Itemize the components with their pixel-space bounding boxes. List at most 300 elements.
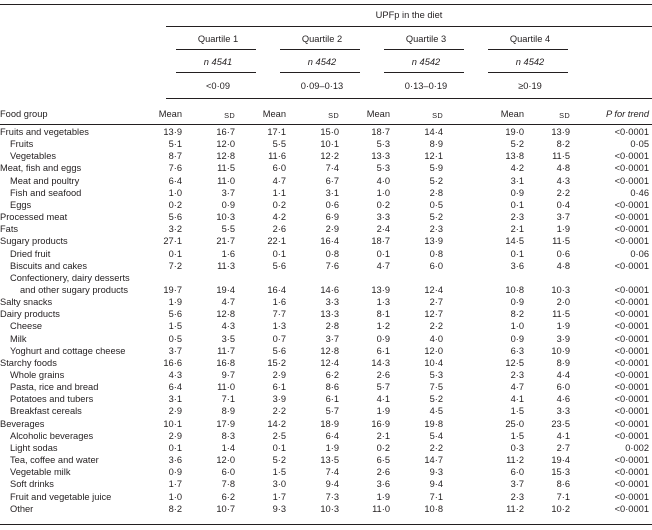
q3-sd-cell: 14·7: [424, 455, 443, 466]
q2-sd-cell: 13·3: [320, 309, 339, 320]
p-trend-cell: <0·0001: [614, 151, 649, 162]
q4-mean-cell: 3·6: [510, 260, 524, 271]
q4-sd-cell: 2·0: [556, 297, 570, 308]
q3-sd-cell: 12·0: [424, 345, 443, 356]
q2-mean-cell: 4·7: [272, 175, 286, 186]
q4-mean-cell: 12·5: [505, 357, 524, 368]
q3-sd-header: SD: [432, 111, 443, 120]
q2-sd-cell: 3·7: [325, 333, 339, 344]
p-trend-cell: <0·0001: [614, 260, 649, 271]
q4-sd-cell: 3·3: [556, 406, 570, 417]
q3-sd-cell: 7·5: [429, 382, 443, 393]
q4-mean-cell: 4·7: [510, 382, 524, 393]
q2-sd-cell: 6·2: [325, 370, 339, 380]
q2-sd-cell: 7·4: [325, 467, 339, 478]
table-row: [0, 224, 652, 236]
q4-sd-cell: 8·9: [556, 357, 570, 368]
row-label: Fruits: [10, 139, 34, 150]
q1-sd-cell: 11·5: [217, 163, 235, 174]
quartile-3-n: n 4542: [411, 57, 441, 67]
q3-sd-cell: 5·2: [429, 175, 443, 186]
q2-mean-cell: 0·1: [272, 248, 286, 259]
q1-mean-cell: 5·6: [168, 212, 182, 223]
q2-sd-cell: 6·9: [325, 212, 339, 223]
q4-mean-cell: 1·5: [510, 430, 524, 441]
q2-mean-cell: 4·2: [272, 212, 286, 223]
quartile-1-rule: [176, 49, 256, 50]
table-row: [0, 394, 652, 406]
table-row: [0, 334, 652, 346]
q2-mean-cell: 5·6: [272, 260, 286, 271]
p-trend-cell: <0·0001: [614, 297, 649, 308]
table-row: [0, 139, 652, 151]
q4-sd-cell: 0·4: [556, 199, 570, 210]
row-label: Meat and poultry: [10, 175, 80, 186]
q2-mean-cell: 1·1: [272, 187, 286, 198]
table-row: [0, 443, 652, 455]
quartile-4-n-rule: [488, 72, 568, 73]
q1-sd-cell: 12·8: [216, 151, 235, 162]
q3-mean-cell: 1·9: [376, 491, 390, 502]
q2-sd-cell: 12·8: [320, 345, 339, 356]
q2-sd-cell: 2·9: [325, 224, 339, 235]
q4-sd-cell: 1·9: [556, 224, 570, 235]
q2-sd-cell: 15·0: [320, 127, 339, 137]
q1-mean-cell: 7·6: [168, 163, 182, 174]
q4-sd-cell: 4·6: [556, 394, 570, 405]
q3-mean-cell: 1·3: [376, 297, 390, 308]
q1-sd-cell: 1·6: [221, 248, 235, 259]
q3-mean-cell: 5·3: [376, 163, 390, 174]
row-label: Fruits and vegetables: [0, 127, 89, 137]
quartile-4-n: n 4542: [515, 57, 545, 67]
q2-mean-cell: 11·6: [268, 151, 286, 162]
table-row: [0, 272, 652, 295]
table-row: [0, 236, 652, 248]
row-label: Starchy foods: [0, 357, 57, 368]
top-rule: [0, 4, 652, 5]
q4-mean-cell: 2·3: [510, 491, 524, 502]
q2-sd-cell: 8·6: [325, 382, 339, 393]
q4-mean-cell: 5·2: [510, 139, 524, 150]
row-label: Sugary products: [0, 236, 68, 247]
q4-sd-cell: 10·9: [551, 345, 570, 356]
q1-mean-cell: 27·1: [163, 236, 182, 247]
q4-mean-cell: 0·1: [510, 199, 524, 210]
quartile-4-rule: [488, 49, 568, 50]
q4-sd-cell: 23·5: [551, 418, 570, 429]
p-trend-cell: <0·0001: [614, 370, 649, 380]
p-trend-cell: <0·0001: [614, 345, 649, 356]
range-rule: [166, 98, 652, 99]
row-label-continued: and other sugary products: [20, 284, 129, 295]
p-trend-cell: <0·0001: [614, 284, 649, 295]
q1-sd-cell: 11·3: [217, 260, 235, 271]
q2-mean-cell: 5·2: [272, 455, 286, 466]
q1-mean-cell: 6·4: [168, 382, 182, 393]
p-trend-cell: <0·0001: [614, 212, 649, 223]
row-label: Fish and seafood: [10, 187, 82, 198]
q1-sd-cell: 6·0: [221, 467, 235, 478]
row-label: Alcoholic beverages: [10, 430, 94, 441]
q2-sd-cell: 3·3: [325, 297, 339, 308]
row-label: Fruit and vegetable juice: [10, 491, 112, 502]
quartile-2-label: Quartile 2: [301, 34, 343, 44]
q2-sd-cell: 1·9: [325, 442, 339, 453]
q3-mean-cell: 2·1: [376, 430, 390, 441]
q1-sd-cell: 19·4: [216, 284, 235, 295]
q3-sd-cell: 7·1: [429, 491, 443, 502]
q4-mean-cell: 2·1: [510, 224, 524, 235]
q2-sd-cell: 2·8: [325, 321, 339, 332]
row-label: Dried fruit: [10, 248, 51, 259]
q4-mean-header: Mean: [500, 109, 524, 119]
quartile-3-label: Quartile 3: [405, 34, 447, 44]
row-label: Fats: [0, 224, 19, 235]
q3-sd-cell: 12·7: [424, 309, 443, 320]
row-label: Tea, coffee and water: [10, 455, 99, 466]
q2-sd-cell: 7·6: [325, 260, 339, 271]
quartile-1-label: Quartile 1: [197, 34, 239, 44]
q1-sd-cell: 3·7: [221, 187, 235, 198]
q3-sd-cell: 5·2: [429, 394, 443, 405]
q2-mean-cell: 1·5: [272, 467, 286, 478]
q3-mean-cell: 1·0: [376, 187, 390, 198]
q3-sd-cell: 9·3: [429, 467, 443, 478]
quartile-1-n: n 4541: [203, 57, 233, 67]
q3-mean-cell: 0·2: [376, 442, 390, 453]
table-row: [0, 151, 652, 163]
q4-sd-cell: 4·8: [556, 260, 570, 271]
p-trend-cell: <0·0001: [614, 333, 649, 344]
q1-sd-cell: 7·1: [221, 394, 235, 405]
table-row: [0, 382, 652, 394]
q3-sd-cell: 2·2: [429, 442, 443, 453]
table-row: [0, 127, 652, 139]
q1-mean-cell: 6·4: [168, 175, 182, 186]
row-label: Biscuits and cakes: [10, 260, 87, 271]
q4-mean-cell: 13·8: [505, 151, 524, 162]
row-label: Light sodas: [10, 442, 58, 453]
q4-mean-cell: 10·8: [505, 284, 524, 295]
q2-mean-cell: 14·2: [267, 418, 286, 429]
q1-mean-header: Mean: [158, 109, 182, 119]
table-row: [0, 479, 652, 491]
q4-sd-cell: 13·9: [551, 127, 570, 137]
p-trend-cell: <0·0001: [614, 382, 649, 393]
q1-mean-cell: 1·0: [168, 187, 182, 198]
q4-mean-cell: 2·3: [510, 212, 524, 223]
q2-mean-cell: 0·1: [272, 442, 286, 453]
table-row: [0, 188, 652, 200]
quartile-4-range: ≥0·19: [518, 81, 542, 91]
q1-sd-cell: 11·7: [217, 345, 235, 356]
quartile-1-n-rule: [176, 72, 256, 73]
table-row: [0, 261, 652, 273]
q1-mean-cell: 0·2: [168, 199, 182, 210]
q1-sd-cell: 4·3: [221, 321, 235, 332]
row-label: Milk: [10, 333, 27, 344]
q3-mean-cell: 2·6: [376, 370, 390, 380]
q1-mean-cell: 3·2: [168, 224, 182, 235]
q4-mean-cell: 3·1: [510, 175, 524, 186]
q2-sd-cell: 0·6: [325, 199, 339, 210]
q4-mean-cell: 6·3: [510, 345, 524, 356]
q4-sd-cell: 4·1: [556, 430, 570, 441]
q1-sd-cell: 16·7: [216, 127, 235, 137]
q1-mean-cell: 10·1: [163, 418, 182, 429]
row-label: Eggs: [10, 199, 32, 210]
q1-mean-cell: 3·1: [168, 394, 182, 405]
q3-sd-cell: 19·8: [424, 418, 443, 429]
p-trend-cell: <0·0001: [614, 479, 649, 490]
q1-mean-cell: 0·1: [168, 248, 182, 259]
q1-sd-cell: 10·3: [216, 212, 235, 223]
q3-mean-cell: 4·7: [376, 260, 390, 271]
q2-sd-cell: 10·3: [320, 503, 339, 514]
row-label: Confectionery, dairy desserts: [10, 272, 130, 283]
q2-mean-cell: 22·1: [267, 236, 286, 247]
row-label: Whole grains: [10, 370, 65, 380]
q1-mean-cell: 3·7: [168, 345, 182, 356]
q4-sd-cell: 8·2: [556, 139, 570, 150]
q2-mean-cell: 2·5: [272, 430, 286, 441]
q4-sd-cell: 11·5: [552, 151, 570, 162]
q1-mean-cell: 19·7: [163, 284, 182, 295]
q1-mean-cell: 16·6: [163, 357, 182, 368]
q4-sd-cell: 19·4: [551, 455, 570, 466]
q2-sd-cell: 0·8: [325, 248, 339, 259]
p-trend-cell: <0·0001: [614, 394, 649, 405]
table-row: [0, 309, 652, 321]
bottom-rule: [0, 524, 652, 525]
row-label: Vegetable milk: [10, 467, 71, 478]
q4-sd-cell: 2·2: [556, 187, 570, 198]
q1-sd-cell: 7·8: [221, 479, 235, 490]
q4-sd-cell: 6·0: [556, 382, 570, 393]
p-trend-cell: <0·0001: [614, 236, 649, 247]
q4-mean-cell: 0·9: [510, 297, 524, 308]
q2-sd-header: SD: [328, 111, 339, 120]
q3-sd-cell: 5·4: [429, 430, 443, 441]
q3-mean-cell: 3·3: [376, 212, 390, 223]
q4-mean-cell: 1·0: [510, 321, 524, 332]
q4-sd-cell: 2·7: [556, 442, 570, 453]
row-label: Dairy products: [0, 309, 60, 320]
p-trend-cell: <0·0001: [614, 491, 649, 502]
q3-sd-cell: 5·2: [429, 212, 443, 223]
q4-mean-cell: 6·0: [510, 467, 524, 478]
q4-mean-cell: 14·5: [505, 236, 524, 247]
p-trend-cell: <0·0001: [614, 199, 649, 210]
q2-mean-cell: 3·9: [272, 394, 286, 405]
q2-sd-cell: 16·4: [320, 236, 339, 247]
q3-sd-cell: 9·4: [429, 479, 443, 490]
q3-mean-cell: 0·2: [376, 199, 390, 210]
table-row: [0, 200, 652, 212]
q3-sd-cell: 2·8: [429, 187, 443, 198]
q3-sd-cell: 10·8: [424, 503, 443, 514]
quartile-4-label: Quartile 4: [509, 34, 551, 44]
q1-sd-cell: 8·3: [221, 430, 235, 441]
q2-mean-cell: 5·5: [272, 139, 286, 150]
table-row: [0, 455, 652, 467]
table-row: [0, 406, 652, 418]
q2-mean-cell: 1·3: [272, 321, 286, 332]
q3-mean-cell: 0·1: [376, 248, 390, 259]
q2-mean-cell: 2·9: [272, 370, 286, 380]
q3-mean-cell: 6·5: [376, 455, 390, 466]
p-trend-cell: <0·0001: [614, 127, 649, 137]
quartile-1-range: <0·09: [205, 81, 231, 91]
q3-sd-cell: 2·3: [429, 224, 443, 235]
q2-sd-cell: 3·1: [325, 187, 339, 198]
q4-sd-cell: 11·5: [552, 236, 570, 247]
q4-sd-cell: 10·2: [551, 503, 570, 514]
q3-sd-cell: 2·2: [429, 321, 443, 332]
q1-sd-header: SD: [224, 111, 235, 120]
q2-sd-cell: 6·1: [325, 394, 339, 405]
q3-sd-cell: 5·9: [429, 163, 443, 174]
q2-sd-cell: 7·3: [325, 491, 339, 502]
q2-sd-cell: 6·4: [325, 430, 339, 441]
p-trend-cell: <0·0001: [614, 224, 649, 235]
q2-sd-cell: 12·2: [320, 151, 339, 162]
table-row: [0, 358, 652, 370]
quartile-2-n-rule: [280, 72, 360, 73]
quartile-2-n: n 4542: [307, 57, 337, 67]
row-label: Meat, fish and eggs: [0, 163, 82, 174]
q2-mean-cell: 2·2: [272, 406, 286, 417]
q1-mean-cell: 0·5: [168, 333, 182, 344]
q4-sd-cell: 10·3: [551, 284, 570, 295]
q2-mean-header: Mean: [262, 109, 286, 119]
q3-mean-header: Mean: [366, 109, 390, 119]
q1-sd-cell: 21·7: [216, 236, 235, 247]
q2-sd-cell: 13·5: [320, 455, 339, 466]
q1-sd-cell: 3·5: [221, 333, 235, 344]
q3-sd-cell: 12·1: [424, 151, 443, 162]
p-trend-header: P for trend: [605, 109, 649, 119]
q3-mean-cell: 6·1: [376, 345, 390, 356]
q1-mean-cell: 8·2: [168, 503, 182, 514]
q3-sd-cell: 2·7: [429, 297, 443, 308]
p-trend-cell: 0·46: [630, 187, 649, 198]
q1-mean-cell: 5·1: [168, 139, 182, 150]
q1-mean-cell: 13·9: [163, 127, 182, 137]
q3-mean-cell: 13·3: [371, 151, 390, 162]
q1-sd-cell: 0·9: [221, 199, 235, 210]
p-trend-cell: 0·002: [625, 442, 649, 453]
q4-mean-cell: 0·9: [510, 187, 524, 198]
table-row: [0, 249, 652, 261]
table-row: [0, 297, 652, 309]
q2-mean-cell: 2·6: [272, 224, 286, 235]
q1-mean-cell: 8·7: [168, 151, 182, 162]
q3-mean-cell: 11·0: [372, 503, 390, 514]
q1-sd-cell: 6·2: [221, 491, 235, 502]
p-trend-cell: <0·0001: [614, 163, 649, 174]
q2-sd-cell: 10·1: [320, 139, 339, 150]
q1-sd-cell: 10·7: [216, 503, 235, 514]
q3-mean-cell: 14·3: [371, 357, 390, 368]
q3-sd-cell: 12·4: [424, 284, 443, 295]
q3-sd-cell: 5·3: [429, 370, 443, 380]
q1-mean-cell: 5·6: [168, 309, 182, 320]
row-label: Soft drinks: [10, 479, 54, 490]
p-trend-cell: <0·0001: [614, 455, 649, 466]
q2-mean-cell: 6·1: [272, 382, 286, 393]
q3-sd-cell: 6·0: [429, 260, 443, 271]
quartile-3-n-rule: [384, 72, 464, 73]
q3-sd-cell: 8·9: [429, 139, 443, 150]
table-row: [0, 212, 652, 224]
q1-mean-cell: 1·0: [168, 491, 182, 502]
p-trend-cell: <0·0001: [614, 321, 649, 332]
q4-sd-cell: 4·8: [556, 163, 570, 174]
table-row: [0, 492, 652, 504]
q4-sd-cell: 0·6: [556, 248, 570, 259]
table-row: [0, 467, 652, 479]
p-trend-cell: <0·0001: [614, 467, 649, 478]
table-row: [0, 370, 652, 382]
q2-mean-cell: 0·2: [272, 199, 286, 210]
q2-mean-cell: 7·7: [272, 309, 286, 320]
q3-mean-cell: 2·4: [376, 224, 390, 235]
q4-mean-cell: 8·2: [510, 309, 524, 320]
quartile-2-range: 0·09–0·13: [300, 81, 344, 91]
q2-sd-cell: 18·9: [320, 418, 339, 429]
q3-mean-cell: 8·1: [376, 309, 390, 320]
q3-mean-cell: 3·6: [376, 479, 390, 490]
table-row: [0, 176, 652, 188]
q2-mean-cell: 1·7: [272, 491, 286, 502]
q1-sd-cell: 9·7: [221, 370, 235, 380]
q4-sd-cell: 15·3: [551, 467, 570, 478]
q3-sd-cell: 4·5: [429, 406, 443, 417]
q2-sd-cell: 7·4: [325, 163, 339, 174]
quartile-2-rule: [280, 49, 360, 50]
row-label: Vegetables: [10, 151, 57, 162]
q1-mean-cell: 3·6: [168, 455, 182, 466]
q4-sd-cell: 11·5: [552, 309, 570, 320]
spanner-header: UPFp in the diet: [375, 10, 443, 20]
q4-sd-cell: 8·6: [556, 479, 570, 490]
q4-mean-cell: 0·3: [510, 442, 524, 453]
row-label: Processed meat: [0, 212, 68, 223]
q4-mean-cell: 2·3: [510, 370, 524, 380]
table-row: [0, 321, 652, 333]
q1-sd-cell: 16·8: [216, 357, 235, 368]
q4-sd-cell: 4·3: [556, 175, 570, 186]
table-row: [0, 504, 652, 516]
p-trend-cell: <0·0001: [614, 175, 649, 186]
q4-sd-cell: 1·9: [556, 321, 570, 332]
q2-sd-cell: 14·6: [320, 284, 339, 295]
quartile-3-rule: [384, 49, 464, 50]
q3-sd-cell: 4·0: [429, 333, 443, 344]
p-trend-cell: 0·06: [630, 248, 649, 259]
q1-mean-cell: 2·9: [168, 430, 182, 441]
row-label: Other: [10, 503, 34, 514]
q4-mean-cell: 4·1: [510, 394, 524, 405]
q4-sd-cell: 3·7: [556, 212, 570, 223]
q3-mean-cell: 1·9: [376, 406, 390, 417]
q1-sd-cell: 17·9: [216, 418, 235, 429]
q3-sd-cell: 14·4: [424, 127, 443, 137]
q3-mean-cell: 0·9: [376, 333, 390, 344]
q1-sd-cell: 1·4: [221, 442, 235, 453]
